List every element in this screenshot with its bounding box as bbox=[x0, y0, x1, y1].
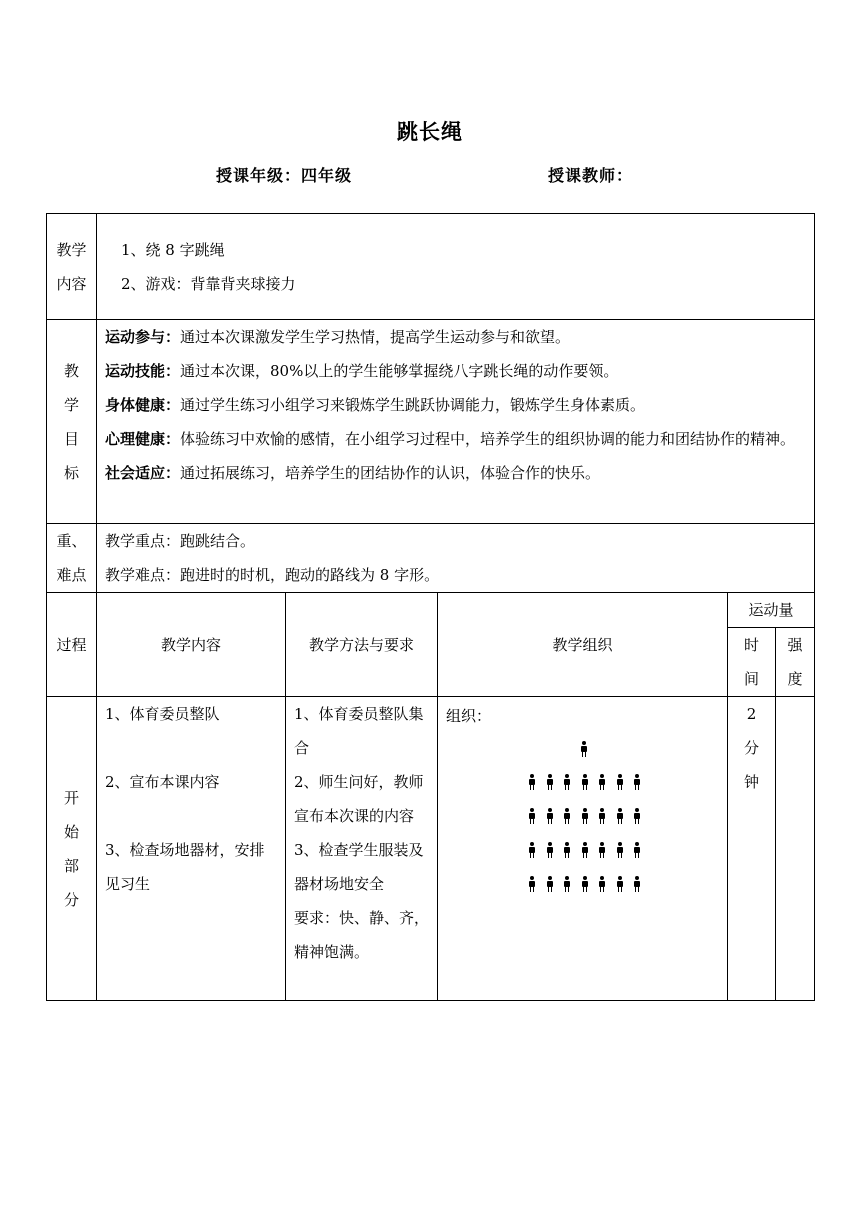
goal-item: 身体健康：通过学生练习小组学习来锻炼学生跳跃协调能力，锻炼学生身体素质。 bbox=[105, 396, 646, 414]
method-item: 1、体育委员整队集合 bbox=[294, 705, 424, 757]
goals-row bbox=[47, 320, 815, 524]
focus-text: 教学重点：跑跳结合。 bbox=[105, 532, 256, 550]
document-title: 跳长绳 bbox=[397, 120, 463, 144]
key-points-text bbox=[97, 524, 815, 593]
student-icon bbox=[528, 774, 536, 790]
content-item: 1、绕 8 字跳绳 bbox=[121, 240, 225, 259]
header-organization: 教学组织 bbox=[438, 593, 728, 697]
student-icon bbox=[581, 876, 589, 892]
student-icon bbox=[546, 774, 554, 790]
organization-label: 组织： bbox=[446, 707, 492, 725]
goals-list bbox=[97, 320, 815, 524]
start-content-item: 3、检查场地器材，安排见习生 bbox=[105, 841, 265, 893]
student-icon bbox=[616, 876, 624, 892]
goals-label: 教 学 目 标 bbox=[47, 320, 97, 524]
start-method bbox=[286, 697, 438, 1001]
goal-item: 心理健康：体验练习中欢愉的感情，在小组学习过程中，培养学生的组织协调的能力和团结协作的精神。 bbox=[105, 430, 796, 448]
student-icon bbox=[633, 876, 641, 892]
student-icon bbox=[563, 774, 571, 790]
start-organization bbox=[438, 697, 728, 1001]
start-intensity bbox=[776, 697, 815, 1001]
grade-label: 授课年级：四年级 bbox=[216, 166, 353, 185]
student-icon bbox=[546, 808, 554, 824]
key-points-label: 重、 难点 bbox=[47, 524, 97, 593]
content-item: 2、游戏：背靠背夹球接力 bbox=[121, 274, 296, 293]
student-icon bbox=[581, 808, 589, 824]
teacher-icon bbox=[580, 741, 588, 757]
method-item: 3、检查学生服装及器材场地安全 bbox=[294, 841, 424, 893]
header-time: 时 间 bbox=[728, 628, 776, 697]
student-icon bbox=[598, 774, 606, 790]
start-content bbox=[97, 697, 286, 1001]
content-label: 教学 内容 bbox=[47, 214, 97, 320]
header-row bbox=[47, 593, 815, 628]
method-item: 要求：快、静、齐，精神饱满。 bbox=[294, 909, 430, 961]
goal-item: 运动参与：通过本次课激发学生学习热情，提高学生运动参与和欲望。 bbox=[105, 328, 571, 346]
content-row bbox=[47, 214, 815, 320]
student-icon bbox=[563, 808, 571, 824]
lesson-plan-table bbox=[46, 213, 815, 1001]
start-content-item: 2、宣布本课内容 bbox=[105, 773, 220, 791]
header-intensity: 强 度 bbox=[776, 628, 815, 697]
student-icon bbox=[563, 842, 571, 858]
student-icon bbox=[581, 774, 589, 790]
student-icon bbox=[528, 842, 536, 858]
key-points-row bbox=[47, 524, 815, 593]
header-method: 教学方法与要求 bbox=[286, 593, 438, 697]
difficulty-text: 教学难点：跑进时的时机，跑动的路线为 8 字形。 bbox=[105, 566, 440, 584]
student-icon bbox=[546, 876, 554, 892]
student-icon bbox=[528, 876, 536, 892]
start-content-item: 1、体育委员整队 bbox=[105, 705, 220, 723]
teacher-label: 授课教师： bbox=[548, 166, 634, 185]
formation-diagram bbox=[438, 697, 727, 977]
student-icon bbox=[598, 808, 606, 824]
student-icon bbox=[616, 808, 624, 824]
student-icon bbox=[528, 808, 536, 824]
student-icon bbox=[616, 842, 624, 858]
student-icon bbox=[616, 774, 624, 790]
student-icon bbox=[598, 842, 606, 858]
start-section-label: 开 始 部 分 bbox=[47, 697, 97, 1001]
start-time: 2 分 钟 bbox=[728, 697, 776, 1001]
student-icon bbox=[633, 808, 641, 824]
student-icon bbox=[598, 876, 606, 892]
method-item: 2、师生问好，教师宣布本次课的内容 bbox=[294, 773, 424, 825]
header-content: 教学内容 bbox=[97, 593, 286, 697]
student-icon bbox=[563, 876, 571, 892]
goal-item: 运动技能：通过本次课，80%以上的学生能够掌握绕八字跳长绳的动作要领。 bbox=[105, 362, 619, 380]
content-items bbox=[97, 214, 815, 320]
header-process: 过程 bbox=[47, 593, 97, 697]
student-icon bbox=[633, 774, 641, 790]
student-icon bbox=[633, 842, 641, 858]
goal-item: 社会适应：通过拓展练习，培养学生的团结协作的认识，体验合作的快乐。 bbox=[105, 464, 601, 482]
student-icon bbox=[581, 842, 589, 858]
start-section-row bbox=[47, 697, 815, 1001]
header-load: 运动量 bbox=[728, 593, 815, 628]
student-icon bbox=[546, 842, 554, 858]
